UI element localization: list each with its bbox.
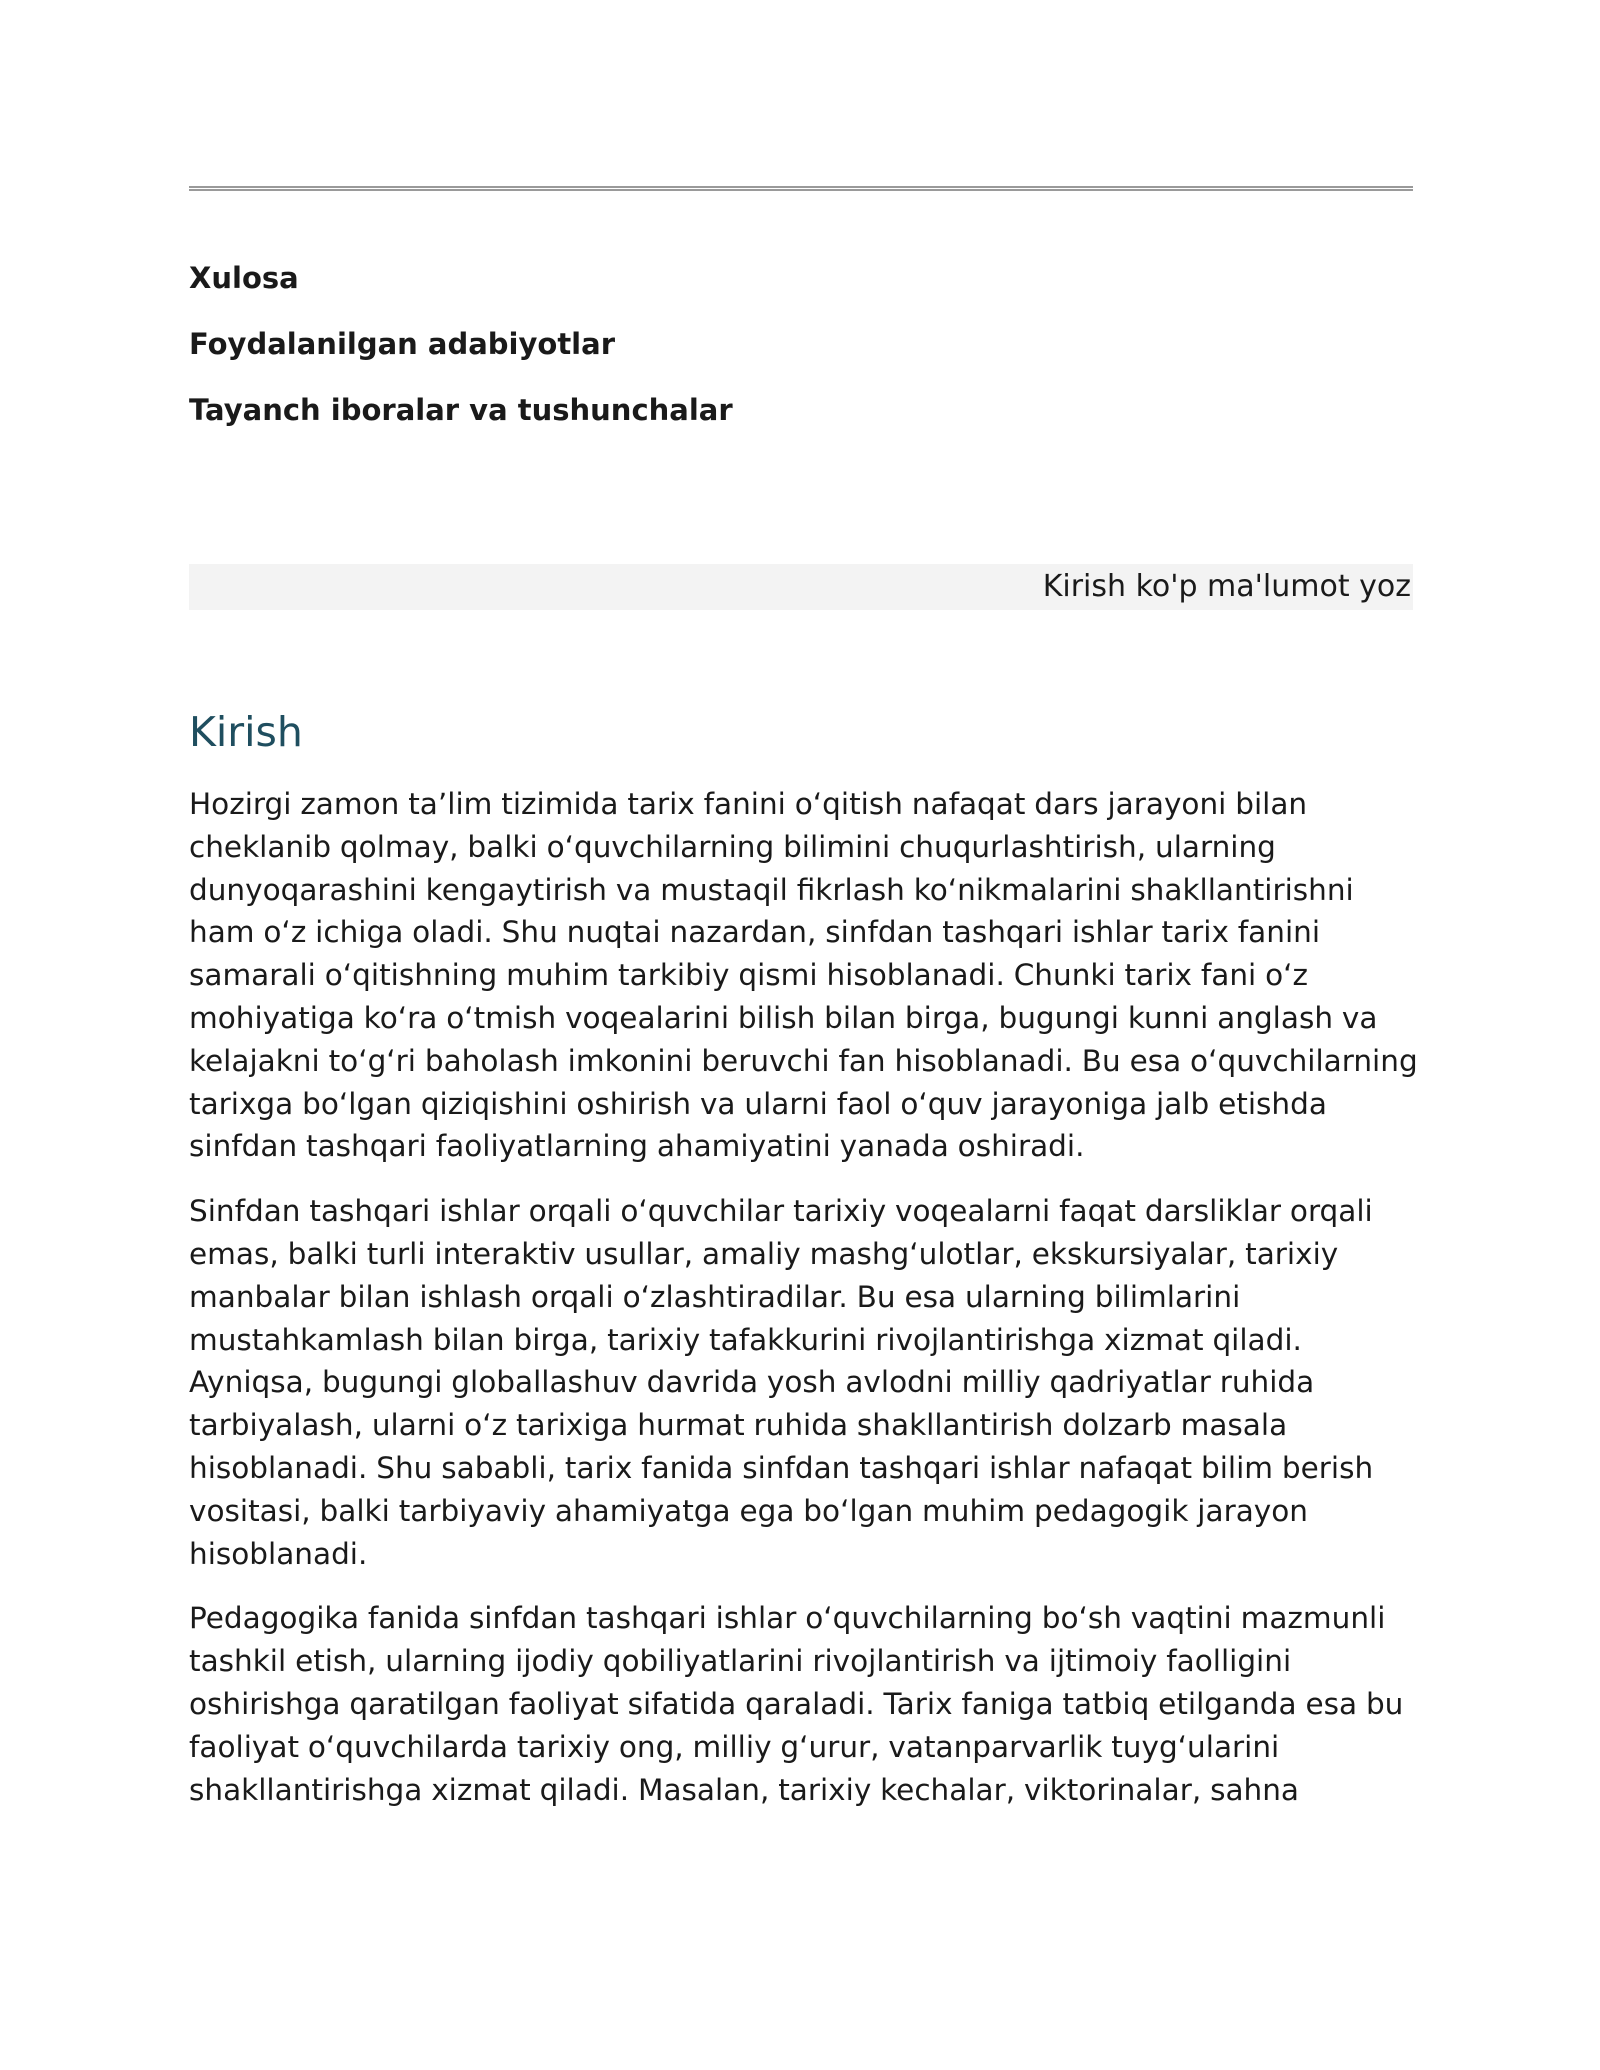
text-line: ham o‘z ichiga oladi. Shu nuqtai nazardan, sinfdan tashqari ishlar tarix fanini — [189, 915, 1321, 950]
text-line: dunyoqarashini kengaytirish va mustaqil fikrlash ko‘nikmalarini shakllantirishni — [189, 872, 1354, 907]
text-line: Pedagogika fanida sinfdan tashqari ishlar o‘quvchilarning bo‘sh vaqtini mazmunli — [189, 1601, 1386, 1636]
text-line: faoliyat o‘quvchilarda tarixiy ong, milliy g‘urur, vatanparvarlik tuyg‘ularini — [189, 1729, 1280, 1764]
paragraph-2 — [189, 1190, 1413, 1575]
text-line: mohiyatiga ko‘ra o‘tmish voqealarini bilish bilan birga, bugungi kunni anglash va — [189, 1000, 1378, 1035]
toc-item-foydalanilgan-adabiyotlar[interactable]: Foydalanilgan adabiyotlar — [189, 327, 615, 361]
section-heading: Kirish — [189, 708, 303, 756]
placeholder-note: Kirish ko'p ma'lumot yoz — [189, 564, 1413, 610]
text-line: mustahkamlash bilan birga, tarixiy tafakkurini rivojlantirishga xizmat qiladi. — [189, 1322, 1302, 1357]
horizontal-divider — [189, 186, 1413, 191]
text-line: sinfdan tashqari faoliyatlarning ahamiyatini yanada oshiradi. — [189, 1129, 1085, 1164]
text-line: tashkil etish, ularning ijodiy qobiliyatlarini rivojlantirish va ijtimoiy faolligini — [189, 1644, 1292, 1679]
text-line: kelajakni to‘g‘ri baholash imkonini beruvchi fan hisoblanadi. Bu esa o‘quvchilarning — [189, 1043, 1418, 1078]
table-of-contents — [189, 258, 1413, 456]
text-line: manbalar bilan ishlash orqali o‘zlashtiradilar. Bu esa ularning bilimlarini — [189, 1279, 1241, 1314]
paragraph-1 — [189, 783, 1418, 1168]
text-line: Ayniqsa, bugungi globallashuv davrida yosh avlodni milliy qadriyatlar ruhida — [189, 1365, 1315, 1400]
text-line: hisoblanadi. Shu sababli, tarix fanida sinfdan tashqari ishlar nafaqat bilim berish — [189, 1450, 1374, 1485]
text-line: hisoblanadi. — [189, 1536, 368, 1571]
text-line: tarixga bo‘lgan qiziqishini oshirish va ularni faol o‘quv jarayoniga jalb etishda — [189, 1086, 1327, 1121]
text-line: samarali o‘qitishning muhim tarkibiy qismi hisoblanadi. Chunki tarix fani o‘z — [189, 958, 1309, 993]
text-line: vositasi, balki tarbiyaviy ahamiyatga ega bo‘lgan muhim pedagogik jarayon — [189, 1493, 1308, 1528]
toc-item-tayanch-iboralar[interactable]: Tayanch iboralar va tushunchalar — [189, 393, 733, 427]
text-line: Sinfdan tashqari ishlar orqali o‘quvchilar tarixiy voqealarni faqat darsliklar orqali — [189, 1194, 1373, 1229]
text-line: tarbiyalash, ularni o‘z tarixiga hurmat ruhida shakllantirish dolzarb masala — [189, 1408, 1288, 1443]
text-line: Hozirgi zamon ta’lim tizimida tarix fanini o‘qitish nafaqat dars jarayoni bilan — [189, 787, 1308, 821]
paragraph-3 — [189, 1597, 1413, 1811]
text-line: shakllantirishga xizmat qiladi. Masalan, tarixiy kechalar, viktorinalar, sahna — [189, 1772, 1300, 1807]
toc-item-xulosa[interactable]: Xulosa — [189, 261, 299, 295]
text-line: emas, balki turli interaktiv usullar, amaliy mashg‘ulotlar, ekskursiyalar, tarixiy — [189, 1236, 1339, 1271]
text-line: oshirishga qaratilgan faoliyat sifatida qaraladi. Tarix faniga tatbiq etilganda esa bu — [189, 1686, 1404, 1721]
text-line: cheklanib qolmay, balki o‘quvchilarning bilimini chuqurlashtirish, ularning — [189, 829, 1276, 864]
section-body — [189, 783, 1418, 1833]
